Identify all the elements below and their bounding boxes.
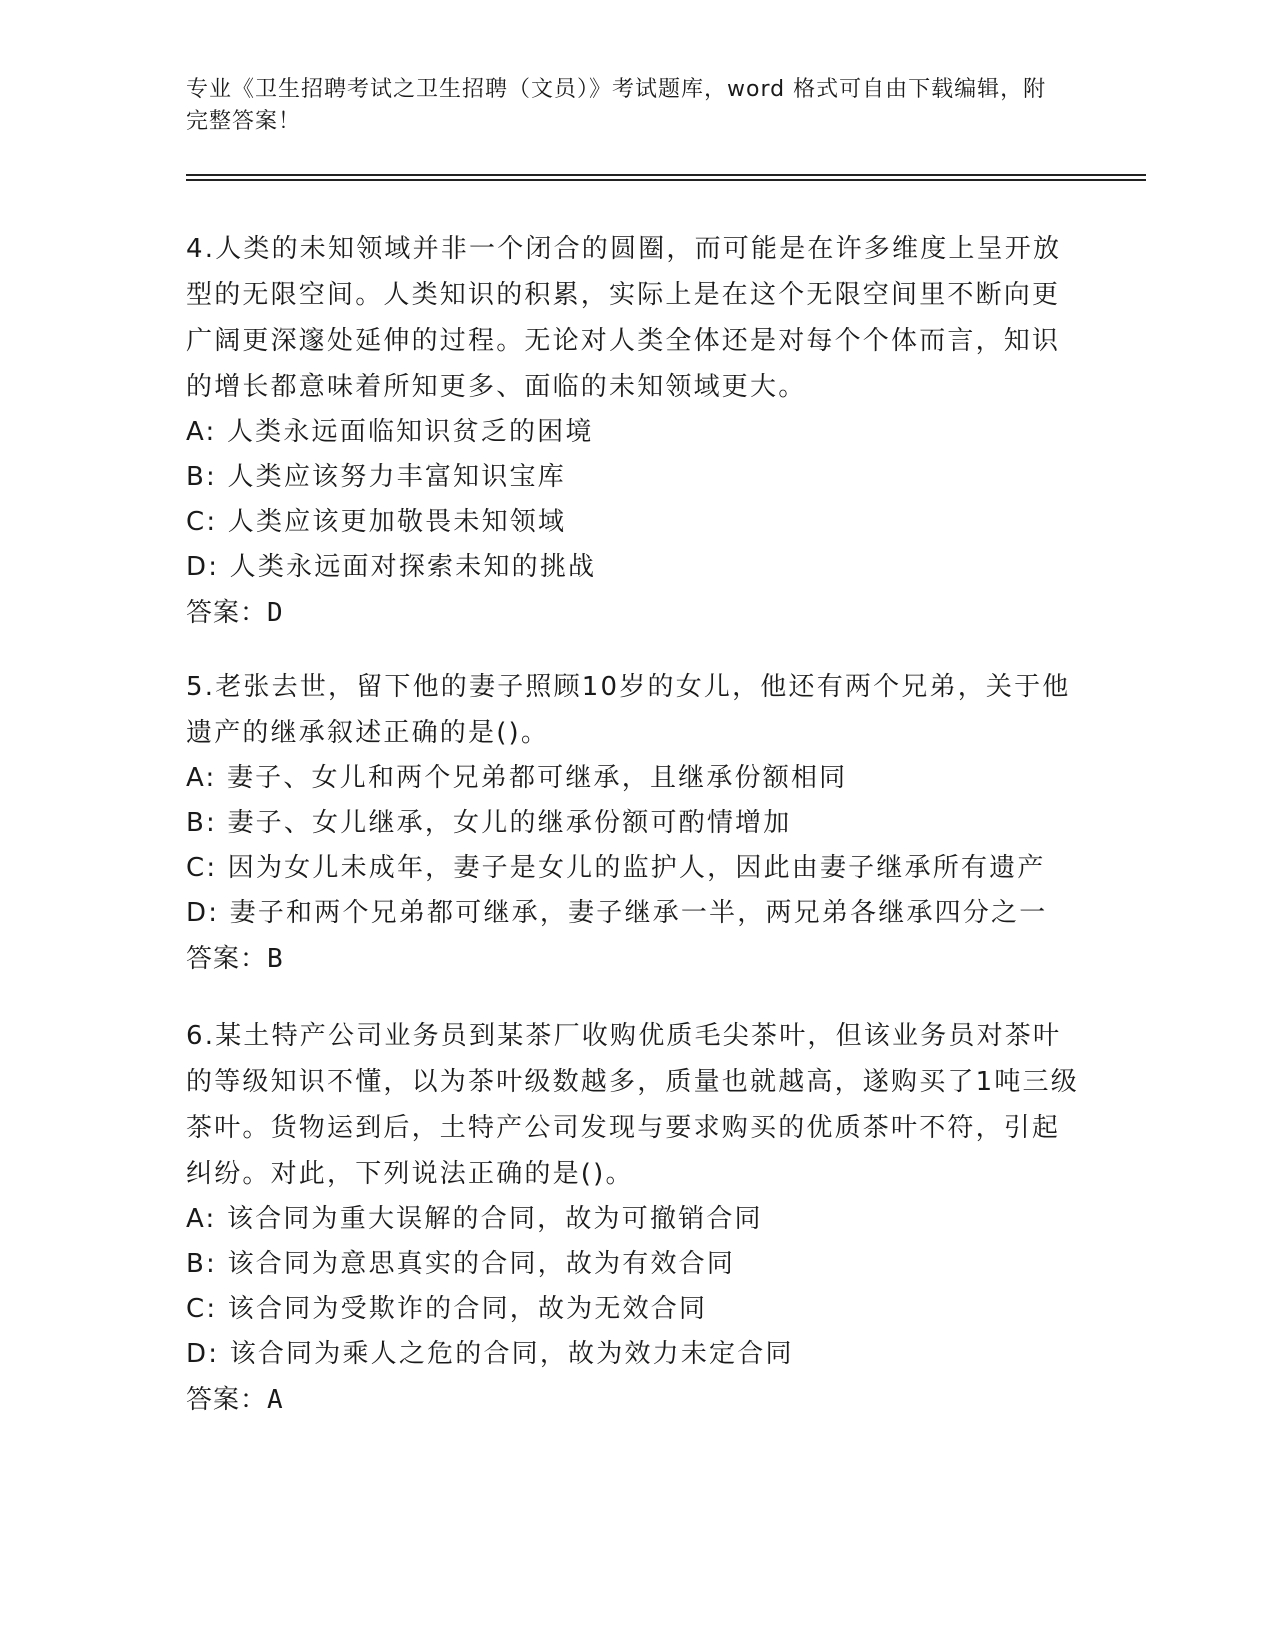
answer-label: 答案：	[186, 598, 268, 628]
option-c: C: 该合同为受欺诈的合同，故为无效合同	[186, 1294, 708, 1324]
answer-line	[186, 936, 1086, 982]
answer-line	[186, 590, 1086, 636]
option-d: D: 人类永远面对探索未知的挑战	[186, 552, 597, 582]
option-d: D: 妻子和两个兄弟都可继承，妻子继承一半，两兄弟各继承四分之一	[186, 898, 1048, 928]
question-stem: 4.人类的未知领域并非一个闭合的圆圈，而可能是在许多维度上呈开放型的无限空间。人类知识的积累，实际上是在这个无限空间里不断向更广阔更深邃处延伸的过程。无论对人类全体还是对每个个体而言，知识的增长都意味着所知更多、面临的未知领域更大。	[186, 234, 1062, 402]
answer-line	[186, 1377, 1086, 1423]
header-divider-bottom	[186, 179, 1146, 181]
answer-value: A	[267, 1385, 284, 1415]
answer-value: D	[267, 598, 284, 628]
option-a: A: 该合同为重大误解的合同，故为可撤销合同	[186, 1204, 763, 1234]
document-header	[186, 74, 1066, 138]
option-c: C: 因为女儿未成年，妻子是女儿的监护人，因此由妻子继承所有遗产	[186, 853, 1046, 883]
option-b: B: 人类应该努力丰富知识宝库	[186, 462, 566, 492]
option-d: D: 该合同为乘人之危的合同，故为效力未定合同	[186, 1339, 794, 1369]
header-divider-top	[186, 174, 1146, 176]
question-6	[186, 1013, 1086, 1423]
question-stem: 5.老张去世，留下他的妻子照顾10岁的女儿，他还有两个兄弟，关于他遗产的继承叙述正确的是()。	[186, 672, 1071, 748]
option-b: B: 妻子、女儿继承，女儿的继承份额可酌情增加	[186, 808, 792, 838]
question-5	[186, 664, 1086, 982]
question-4	[186, 226, 1086, 636]
answer-label: 答案：	[186, 944, 268, 974]
header-intro: 专业《卫生招聘考试之卫生招聘（文员）》考试题库，word 格式可自由下载编辑，附完整答案！	[186, 77, 1047, 134]
answer-label: 答案：	[186, 1385, 268, 1415]
answer-value: B	[267, 944, 284, 974]
option-b: B: 该合同为意思真实的合同，故为有效合同	[186, 1249, 736, 1279]
question-stem: 6.某土特产公司业务员到某茶厂收购优质毛尖茶叶，但该业务员对茶叶的等级知识不懂，以为茶叶级数越多，质量也就越高，遂购买了1吨三级茶叶。货物运到后，土特产公司发现与要求购买的优质茶叶不符，引起纠纷。对此，下列说法正确的是()。	[186, 1021, 1079, 1189]
option-a: A: 人类永远面临知识贫乏的困境	[186, 417, 594, 447]
option-a: A: 妻子、女儿和两个兄弟都可继承，且继承份额相同	[186, 763, 848, 793]
option-c: C: 人类应该更加敬畏未知领域	[186, 507, 567, 537]
